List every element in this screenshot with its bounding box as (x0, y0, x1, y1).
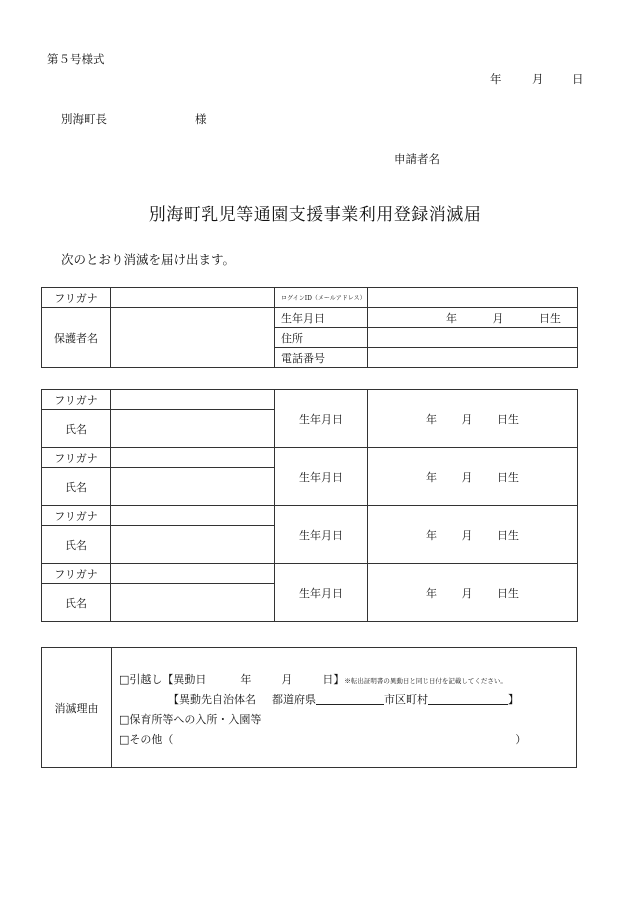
destination-label: 【異動先自治体名 (168, 693, 256, 706)
guardian-table (41, 287, 578, 368)
moving-day: 日】 (322, 673, 345, 686)
prefecture-label: 都道府県 (272, 693, 316, 706)
child-birth-year: 年 (426, 586, 437, 600)
form-number: 第５号様式 (47, 52, 105, 66)
child-birth-day: 日生 (497, 528, 519, 542)
child-birthdate-label: 生年月日 (275, 390, 368, 448)
moving-checkbox-label[interactable]: □引越し【異動日 (119, 673, 207, 686)
address-label: 住所 (275, 328, 368, 348)
child-birthdate-field[interactable] (368, 390, 578, 448)
guardian-name-field[interactable] (111, 308, 275, 368)
child-name-field[interactable] (111, 584, 275, 622)
child-furigana-label: フリガナ (42, 390, 111, 410)
municipality-field[interactable] (428, 693, 508, 705)
child-birth-year: 年 (426, 528, 437, 542)
child-birthdate-label: 生年月日 (275, 506, 368, 564)
child-entry-3 (42, 506, 578, 564)
date-day-label: 日 (572, 72, 584, 86)
guardian-birth-day: 日生 (539, 311, 561, 325)
address-field[interactable] (368, 328, 578, 348)
reason-label: 消滅理由 (42, 648, 112, 767)
child-birth-year: 年 (426, 470, 437, 484)
child-entry-1 (42, 390, 578, 448)
child-name-label: 氏名 (42, 410, 111, 448)
date-year-label: 年 (490, 72, 502, 86)
child-name-label: 氏名 (42, 468, 111, 506)
child-birth-month: 月 (461, 412, 473, 426)
date-month-label: 月 (532, 72, 544, 86)
reason-destination-row (168, 691, 519, 707)
child-furigana-field[interactable] (111, 506, 275, 526)
reason-other-row (119, 731, 526, 747)
child-birthdate-label: 生年月日 (275, 564, 368, 622)
child-birthdate-field[interactable] (368, 564, 578, 622)
other-close: ） (515, 733, 527, 746)
intro-text: 次のとおり消滅を届け出ます。 (61, 252, 236, 267)
reason-moving-row (119, 671, 507, 687)
child-entry-4 (42, 564, 578, 622)
child-name-field[interactable] (111, 526, 275, 564)
child-furigana-label: フリガナ (42, 506, 111, 526)
moving-year: 年 (240, 673, 252, 686)
phone-label: 電話番号 (275, 348, 368, 368)
guardian-name-label: 保護者名 (42, 308, 111, 368)
phone-field[interactable] (368, 348, 578, 368)
child-birthdate-field[interactable] (368, 448, 578, 506)
child-name-field[interactable] (111, 468, 275, 506)
guardian-birthdate-label: 生年月日 (275, 308, 368, 328)
child-birth-day: 日生 (497, 586, 519, 600)
child-birth-month: 月 (461, 470, 473, 484)
child-furigana-field[interactable] (111, 564, 275, 584)
destination-close: 】 (508, 693, 519, 706)
login-id-label: ログインID（メールアドレス） (275, 288, 368, 308)
child-birth-month: 月 (461, 528, 473, 542)
child-birth-month: 月 (461, 586, 473, 600)
child-furigana-field[interactable] (111, 390, 275, 410)
guardian-furigana-label: フリガナ (42, 288, 111, 308)
child-birth-day: 日生 (497, 412, 519, 426)
nursery-checkbox-label[interactable]: □保育所等への入所・入園等 (119, 713, 262, 726)
guardian-birth-year: 年 (446, 311, 457, 325)
honorific: 様 (195, 112, 207, 126)
reason-section (41, 647, 577, 768)
municipality-label: 市区町村 (384, 693, 428, 706)
reason-options (112, 648, 576, 767)
child-furigana-label: フリガナ (42, 564, 111, 584)
login-id-field[interactable] (368, 288, 578, 308)
moving-month: 月 (281, 673, 293, 686)
child-birth-year: 年 (426, 412, 437, 426)
other-checkbox-label[interactable]: □その他（ (119, 733, 174, 746)
child-birth-day: 日生 (497, 470, 519, 484)
child-name-field[interactable] (111, 410, 275, 448)
guardian-birth-month: 月 (492, 311, 504, 325)
child-furigana-field[interactable] (111, 448, 275, 468)
child-name-label: 氏名 (42, 526, 111, 564)
child-birthdate-field[interactable] (368, 506, 578, 564)
prefecture-field[interactable] (316, 693, 384, 705)
child-furigana-label: フリガナ (42, 448, 111, 468)
addressee: 別海町長 (61, 112, 107, 126)
document-title: 別海町乳児等通園支援事業利用登録消滅届 (148, 205, 482, 225)
guardian-birthdate-field[interactable] (368, 308, 578, 328)
children-table (41, 389, 578, 622)
child-name-label: 氏名 (42, 584, 111, 622)
applicant-label: 申請者名 (394, 152, 440, 166)
moving-note: ※転出証明書の異動日と同じ日付を記載してください。 (344, 677, 507, 685)
child-entry-2 (42, 448, 578, 506)
guardian-furigana-field[interactable] (111, 288, 275, 308)
child-birthdate-label: 生年月日 (275, 448, 368, 506)
